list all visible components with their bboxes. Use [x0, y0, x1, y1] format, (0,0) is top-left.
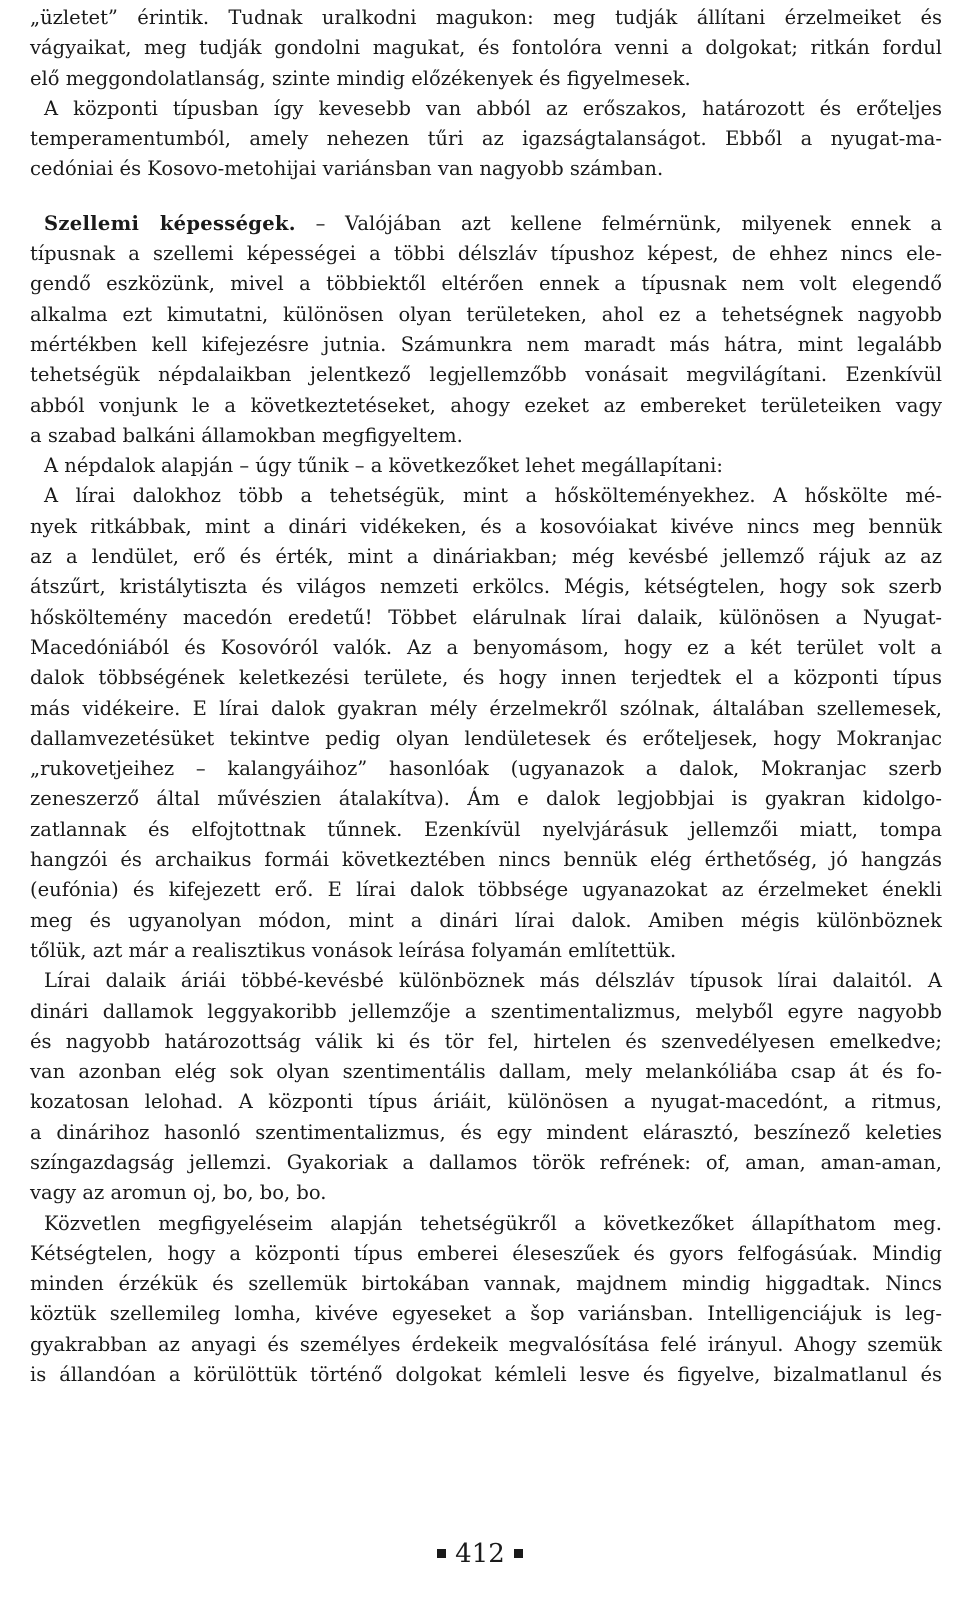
- text-line: Macedóniából és Kosovóról valók. Az a benyomásom, hogy ez a két terület volt a: [30, 635, 942, 659]
- text-line: „rukovetjeihez – kalangyáihoz” hasonlóak (ugyanazok a dalok, Mokranjac szerb: [30, 757, 942, 781]
- paragraph-6: [30, 966, 942, 1208]
- text-line: átszűrt, kristálytiszta és világos nemzeti erkölcs. Mégis, kétségtelen, hogy sok szerb: [30, 575, 942, 599]
- text-line: dalok többségének keletkezési területe, és hogy innen terjedtek el a központi típus: [30, 666, 942, 690]
- text-line: Lírai dalaik áriái többé-kevésbé különböznek más délszláv típusok lírai dalaitól. A: [44, 969, 942, 993]
- text-line: típusnak a szellemi képességei a többi délszláv típushoz képest, de ehhez nincs ele-: [30, 242, 942, 266]
- text-line: [30, 209, 942, 239]
- text-line: dinári dallamok leggyakoribb jellemzője a szentimentalizmus, melyből egyre nagyobb: [30, 999, 942, 1023]
- text-line: alkalma ezt kimutatni, különösen olyan területeken, ahol ez a tehetségnek nagyobb: [30, 302, 942, 326]
- text-line: dallamvezetésüket tekintve pedig olyan lendületesek és erőteljesek, hogy Mokranjac: [30, 726, 942, 750]
- square-bullet-icon: [437, 1549, 446, 1558]
- text-line: meg és ugyanolyan módon, mint a dinári lírai dalok. Amiben mégis különböznek: [30, 908, 942, 932]
- paragraph-7: [30, 1209, 942, 1391]
- text-line: Közvetlen megfigyeléseim alapján tehetségükről a következőket állapíthatom meg.: [44, 1211, 942, 1235]
- text-line: tehetségük népdalaikban jelentkező legjellemzőbb vonásait megvilágítani. Ezenkívül: [30, 363, 942, 387]
- text-line: más vidékeire. E lírai dalok gyakran mély érzelmekről szólnak, általában szellemesek,: [30, 696, 942, 720]
- text-line: kozatosan lelohad. A központi típus áriáit, különösen a nyugat-macedónt, a ritmus,: [30, 1090, 942, 1114]
- text-line: színgazdagság jellemzi. Gyakoriak a dallamos török refrének: of, aman, aman-aman,: [30, 1150, 942, 1174]
- text-line: a szabad balkáni államokban megfigyeltem.: [30, 423, 463, 447]
- text-line: A központi típusban így kevesebb van abból az erőszakos, határozott és erőteljes: [44, 96, 942, 120]
- text-line: is állandóan a körülöttük történő dolgokat kémleli lesve és figyelve, bizalmatlanul és: [30, 1363, 942, 1387]
- text-line: (eufónia) és kifejezett erő. E lírai dalok többsége ugyanazokat az érzelmeket énekli: [30, 878, 942, 902]
- text-line: gendő eszközünk, mivel a többiektől eltérően ennek a típusnak nem volt elegendő: [30, 272, 942, 296]
- text-line: minden érzékük és szellemük birtokában vannak, majdnem mindig higgadtak. Nincs: [30, 1272, 942, 1296]
- text-line: A népdalok alapján – úgy tűnik – a következőket lehet megállapítani:: [44, 454, 723, 478]
- paragraph-4: [30, 451, 942, 481]
- heading-continuation: – Valójában azt kellene felmérnünk, milyenek ennek a: [295, 211, 943, 235]
- paragraph-3: [30, 209, 942, 451]
- page-number-footer: [0, 1537, 960, 1571]
- text-line: zeneszerző által művészien átalakítva). Ám e dalok legjobbjai is gyakran kidolgo-: [30, 787, 942, 811]
- text-line: cedóniai és Kosovo-metohijai variánsban van nagyobb számban.: [30, 157, 664, 181]
- section-heading: Szellemi képességek.: [44, 211, 296, 235]
- text-line: köztük szellemileg lomha, kivéve egyeseket a šop variánsban. Intelligenciájuk is leg-: [30, 1302, 942, 1326]
- section-gap: [30, 185, 942, 209]
- text-line: elő meggondolatlanság, szinte mindig előzékenyek és figyelmesek.: [30, 66, 691, 90]
- text-line: az a lendület, erő és érték, mint a dináriakban; még kevésbé jellemző rájuk az az: [30, 545, 942, 569]
- text-line: vagy az aromun oj, bo, bo, bo.: [30, 1181, 327, 1205]
- text-line: a dinárihoz hasonló szentimentalizmus, és egy mindent elárasztó, beszínező keleties: [30, 1120, 942, 1144]
- paragraph-5: [30, 481, 942, 966]
- text-line: vágyaikat, meg tudják gondolni magukat, és fontolóra venni a dolgokat; ritkán fordul: [30, 36, 942, 60]
- page-number: 412: [455, 1539, 505, 1569]
- text-line: A lírai dalokhoz több a tehetségük, mint a hőskölteményekhez. A hőskölte mé-: [44, 484, 942, 508]
- text-line: abból vonjunk le a következtetéseket, ahogy ezeket az embereket területeiken vagy: [30, 393, 942, 417]
- paragraph-2: [30, 94, 942, 185]
- paragraph-1: [30, 3, 942, 94]
- text-line: nyek ritkábbak, mint a dinári vidékeken, és a kosovóiakat kivéve nincs meg bennük: [30, 514, 942, 538]
- text-line: és nagyobb határozottság válik ki és tör fel, hirtelen és szenvedélyesen emelkedve;: [30, 1029, 942, 1053]
- text-line: gyakrabban az anyagi és személyes érdekeik megvalósítása felé irányul. Ahogy szemük: [30, 1332, 942, 1356]
- text-line: tőlük, azt már a realisztikus vonások leírása folyamán említettük.: [30, 938, 677, 962]
- text-line: „üzletet” érintik. Tudnak uralkodni magukon: meg tudják állítani érzelmeiket és: [30, 6, 942, 29]
- text-line: hangzói és archaikus formái következtében nincs bennük elég érthetőség, jó hangzás: [30, 848, 942, 872]
- text-line: mértékben kell kifejezésre jutnia. Számunkra nem maradt más hátra, mint legalább: [30, 332, 942, 356]
- text-line: hősköltemény macedón eredetű! Többet elárulnak lírai dalaik, különösen a Nyugat-: [30, 605, 942, 629]
- text-line: Kétségtelen, hogy a központi típus emberei éleseszűek és gyors felfogásúak. Mindig: [30, 1241, 942, 1265]
- text-line: van azonban elég sok olyan szentimentális dallam, mely melankóliába csap át és fo-: [30, 1060, 942, 1084]
- square-bullet-icon: [514, 1549, 523, 1558]
- text-line: temperamentumból, amely nehezen tűri az igazságtalanságot. Ebből a nyugat-ma-: [30, 127, 942, 151]
- text-line: zatlannak és elfojtottnak tűnnek. Ezenkívül nyelvjárásuk jellemzői miatt, tompa: [30, 817, 942, 841]
